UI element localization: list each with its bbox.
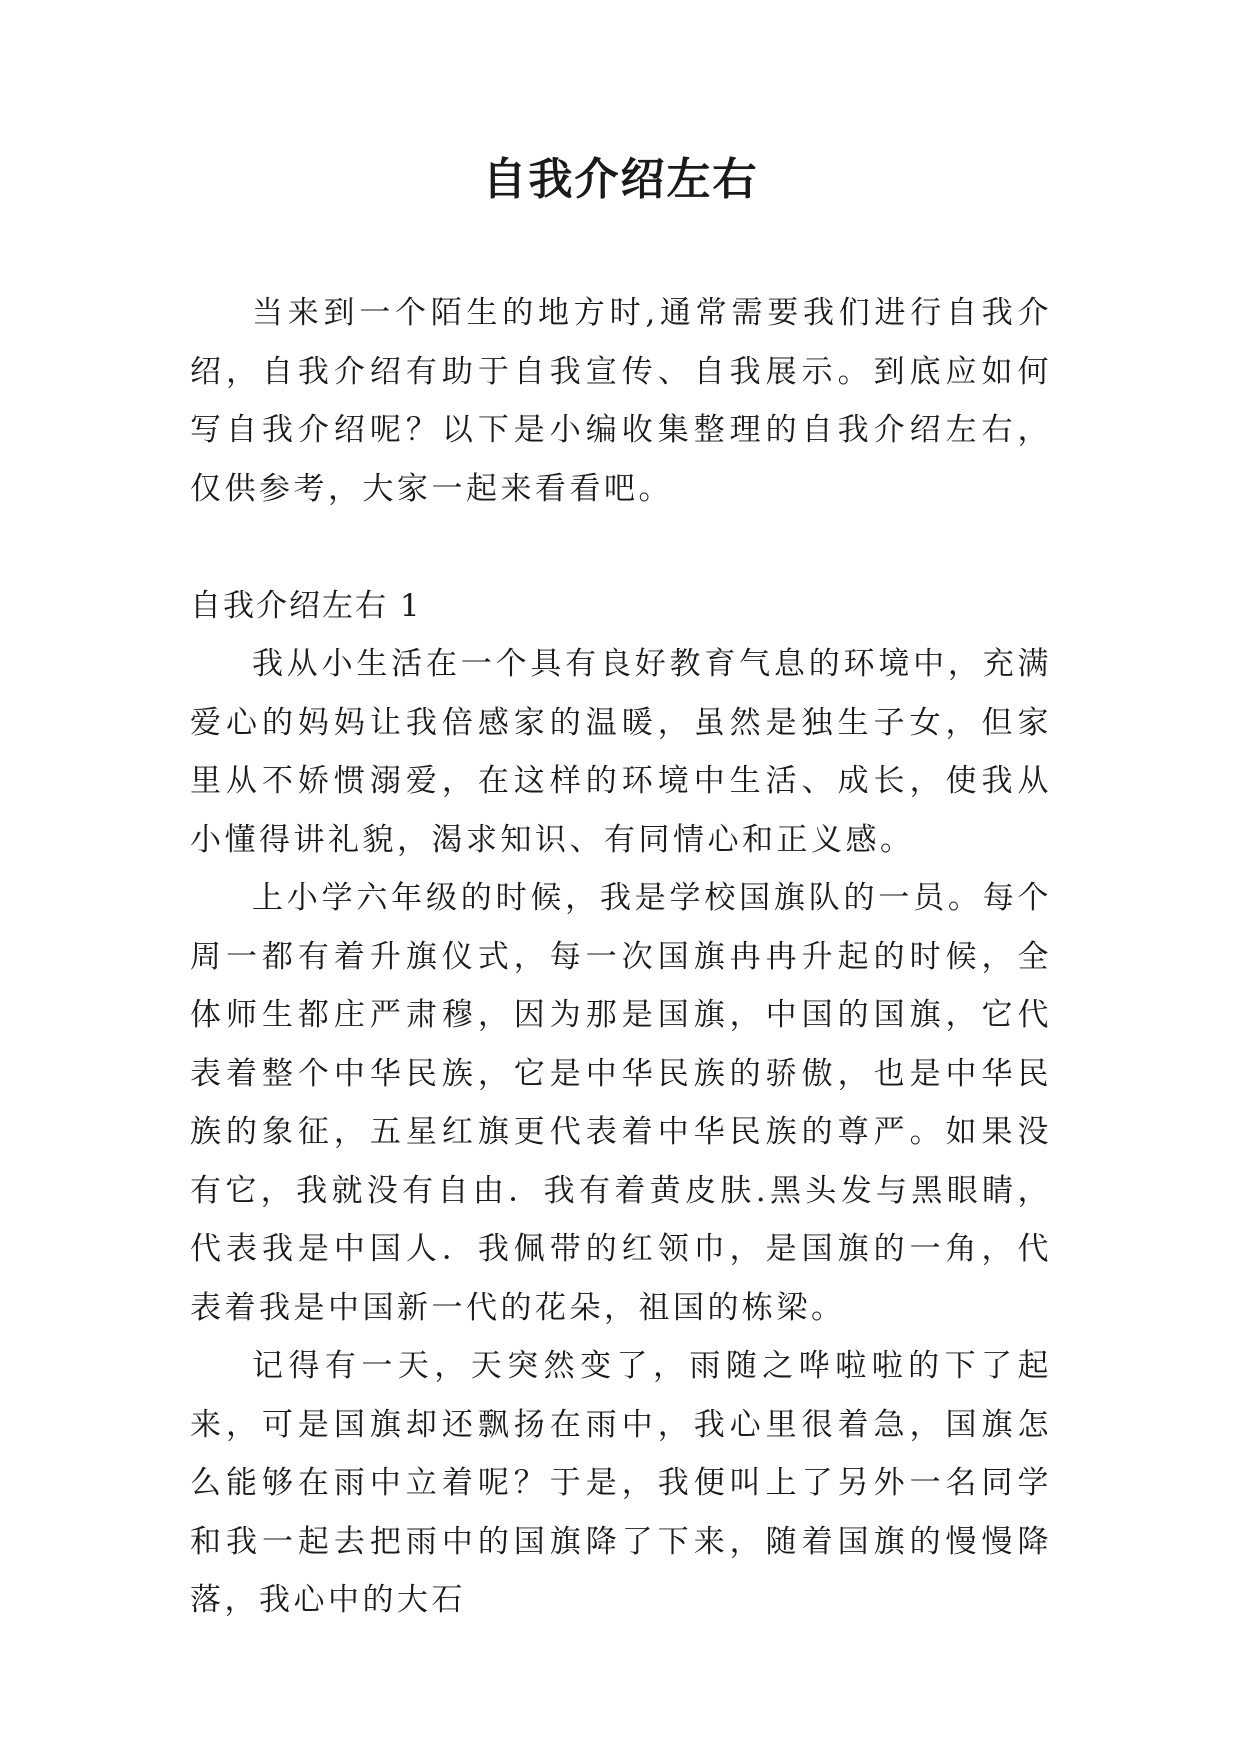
body-paragraph-3: 记得有一天，天突然变了，雨随之哗啦啦的下了起来，可是国旗却还飘扬在雨中，我心里很着急，国旗怎么能够在雨中立着呢？于是，我便叫上了另外一名同学和我一起去把雨中的国旗降了下来，随着国旗的慢慢降落，我心中的大石 xyxy=(190,1348,1052,1618)
body-paragraph-2: 上小学六年级的时候，我是学校国旗队的一员。每个周一都有着升旗仪式，每一次国旗冉冉升起的时候，全体师生都庄严肃穆，因为那是国旗，中国的国旗，它代表着整个中华民族，它是中华民族的骄傲，也是中华民族的象征，五星红旗更代表着中华民族的尊严。如果没有它，我就没有自由．我有着黄皮肤.黑头发与黑眼睛，代表我是中国人．我佩带的红领巾，是国旗的一角，代表着我是中国新一代的花朵，祖国的栋梁。 xyxy=(190,880,1052,1326)
body-paragraph-1: 我从小生活在一个具有良好教育气息的环境中，充满爱心的妈妈让我倍感家的温暖，虽然是独生子女，但家里从不娇惯溺爱，在这样的环境中生活、成长，使我从小懂得讲礼貌，渴求知识、有同情心和正义感。 xyxy=(190,646,1052,858)
intro-paragraph: 当来到一个陌生的地方时,通常需要我们进行自我介绍，自我介绍有助于自我宣传、自我展示。到底应如何写自我介绍呢？以下是小编收集整理的自我介绍左右，仅供参考，大家一起来看看吧。 xyxy=(190,295,1052,507)
document-body xyxy=(190,284,1052,1630)
section-heading: 自我介绍左右 1 xyxy=(190,587,422,624)
page-title: 自我介绍左右 xyxy=(482,154,759,205)
paragraph-spacer xyxy=(190,518,1052,577)
